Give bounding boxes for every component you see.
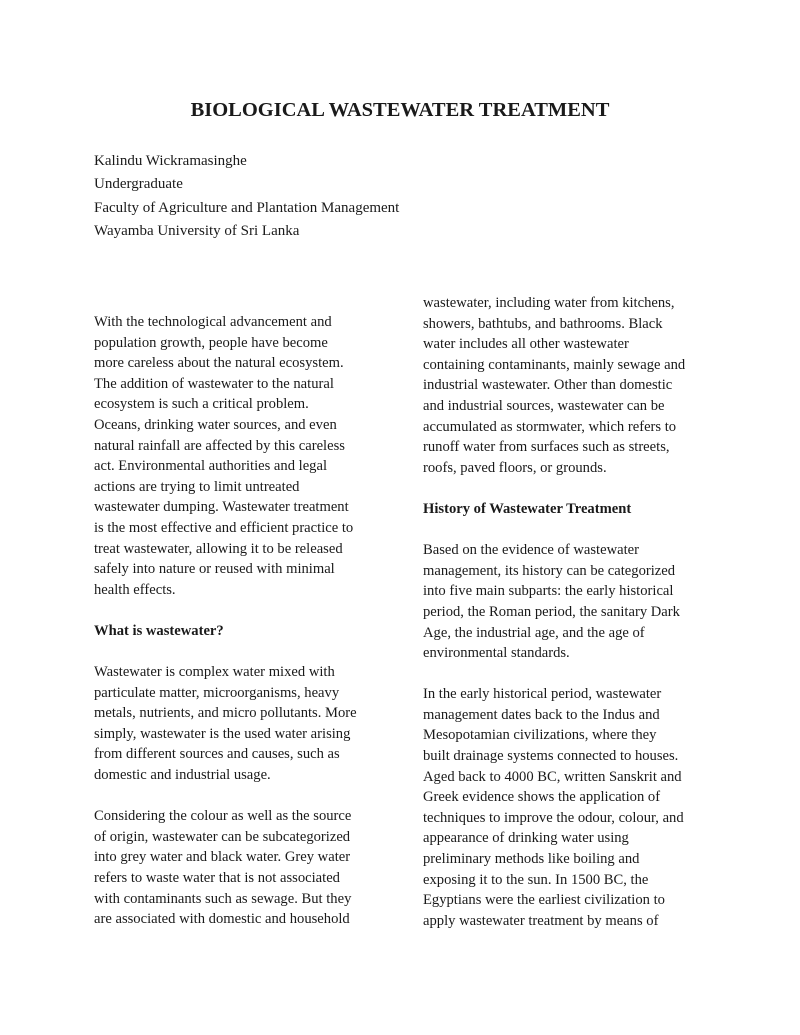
- author-university: Wayamba University of Sri Lanka: [94, 222, 300, 239]
- text-line: Wastewater is complex water mixed with: [94, 664, 335, 681]
- colour-source-paragraph: [94, 806, 394, 930]
- text-line: act. Environmental authorities and legal: [94, 458, 328, 475]
- text-line: Based on the evidence of wastewater: [423, 542, 639, 559]
- text-line: are associated with domestic and household: [94, 911, 350, 928]
- text-line: simply, wastewater is the used water arising: [94, 725, 351, 742]
- early-period-paragraph: [423, 684, 723, 931]
- text-line: showers, bathtubs, and bathrooms. Black: [423, 315, 663, 332]
- text-line: from different sources and causes, such as: [94, 746, 340, 763]
- section-heading-what-is-wastewater: What is wastewater?: [94, 622, 224, 639]
- text-line: treat wastewater, allowing it to be released: [94, 540, 343, 557]
- text-line: natural rainfall are affected by this careless: [94, 437, 345, 454]
- text-line: metals, nutrients, and micro pollutants. More: [94, 705, 357, 722]
- text-line: of origin, wastewater can be subcategorized: [94, 828, 351, 845]
- author-name: Kalindu Wickramasinghe: [94, 153, 247, 169]
- text-line: apply wastewater treatment by means of: [423, 912, 659, 929]
- text-line: water includes all other wastewater: [423, 336, 629, 353]
- text-line: more careless about the natural ecosystem.: [94, 355, 344, 372]
- text-line: management, its history can be categorized: [423, 562, 676, 579]
- author-block: [94, 150, 399, 243]
- continued-paragraph: [423, 293, 723, 478]
- text-line: runoff water from surfaces such as streets,: [423, 439, 670, 456]
- right-column: [423, 293, 723, 952]
- text-line: containing contaminants, mainly sewage and: [423, 356, 686, 373]
- text-line: accumulated as stormwater, which refers to: [423, 418, 677, 435]
- text-line: Oceans, drinking water sources, and even: [94, 416, 337, 433]
- text-line: environmental standards.: [423, 645, 570, 662]
- text-line: ecosystem is such a critical problem.: [94, 396, 309, 413]
- text-line: Mesopotamian civilizations, where they: [423, 727, 657, 744]
- text-line: and industrial sources, wastewater can be: [423, 397, 665, 414]
- text-line: management dates back to the Indus and: [423, 706, 660, 723]
- text-line: Considering the colour as well as the source: [94, 808, 352, 825]
- author-faculty: Faculty of Agriculture and Plantation Management: [94, 199, 400, 216]
- text-line: Age, the industrial age, and the age of: [423, 624, 645, 641]
- text-line: population growth, people have become: [94, 334, 328, 351]
- text-line: preliminary methods like boiling and: [423, 851, 640, 868]
- text-line: is the most effective and efficient practice to: [94, 519, 354, 536]
- text-line: appearance of drinking water using: [423, 830, 629, 847]
- text-line: wastewater dumping. Wastewater treatment: [94, 499, 349, 516]
- author-position: Undergraduate: [94, 176, 183, 193]
- paper-title: BIOLOGICAL WASTEWATER TREATMENT: [190, 99, 610, 121]
- what-is-wastewater-paragraph: [94, 662, 394, 786]
- text-line: exposing it to the sun. In 1500 BC, the: [423, 871, 649, 888]
- left-column: [94, 312, 394, 950]
- text-line: The addition of wastewater to the natural: [94, 375, 334, 392]
- text-line: domestic and industrial usage.: [94, 767, 271, 784]
- text-line: Aged back to 4000 BC, written Sanskrit and: [423, 768, 682, 785]
- text-line: roofs, paved floors, or grounds.: [423, 459, 607, 476]
- intro-paragraph: [94, 312, 394, 600]
- text-line: period, the Roman period, the sanitary Dark: [423, 603, 680, 620]
- text-line: With the technological advancement and: [94, 314, 332, 330]
- text-line: Greek evidence shows the application of: [423, 789, 661, 806]
- text-line: health effects.: [94, 581, 176, 598]
- text-line: into grey water and black water. Grey water: [94, 849, 351, 866]
- text-line: into five main subparts: the early historical: [423, 583, 674, 600]
- text-line: Egyptians were the earliest civilization to: [423, 892, 665, 909]
- history-paragraph: [423, 540, 723, 664]
- text-line: built drainage systems connected to houses.: [423, 748, 679, 765]
- text-line: with contaminants such as sewage. But they: [94, 890, 352, 907]
- text-line: In the early historical period, wastewater: [423, 686, 662, 703]
- text-line: wastewater, including water from kitchens,: [423, 295, 675, 311]
- text-line: particulate matter, microorganisms, heavy: [94, 684, 340, 701]
- text-line: techniques to improve the odour, colour, and: [423, 809, 684, 826]
- text-line: industrial wastewater. Other than domestic: [423, 377, 673, 394]
- text-line: safely into nature or reused with minimal: [94, 561, 335, 578]
- section-heading-history: History of Wastewater Treatment: [423, 500, 632, 517]
- text-line: actions are trying to limit untreated: [94, 478, 300, 495]
- text-line: refers to waste water that is not associated: [94, 870, 340, 887]
